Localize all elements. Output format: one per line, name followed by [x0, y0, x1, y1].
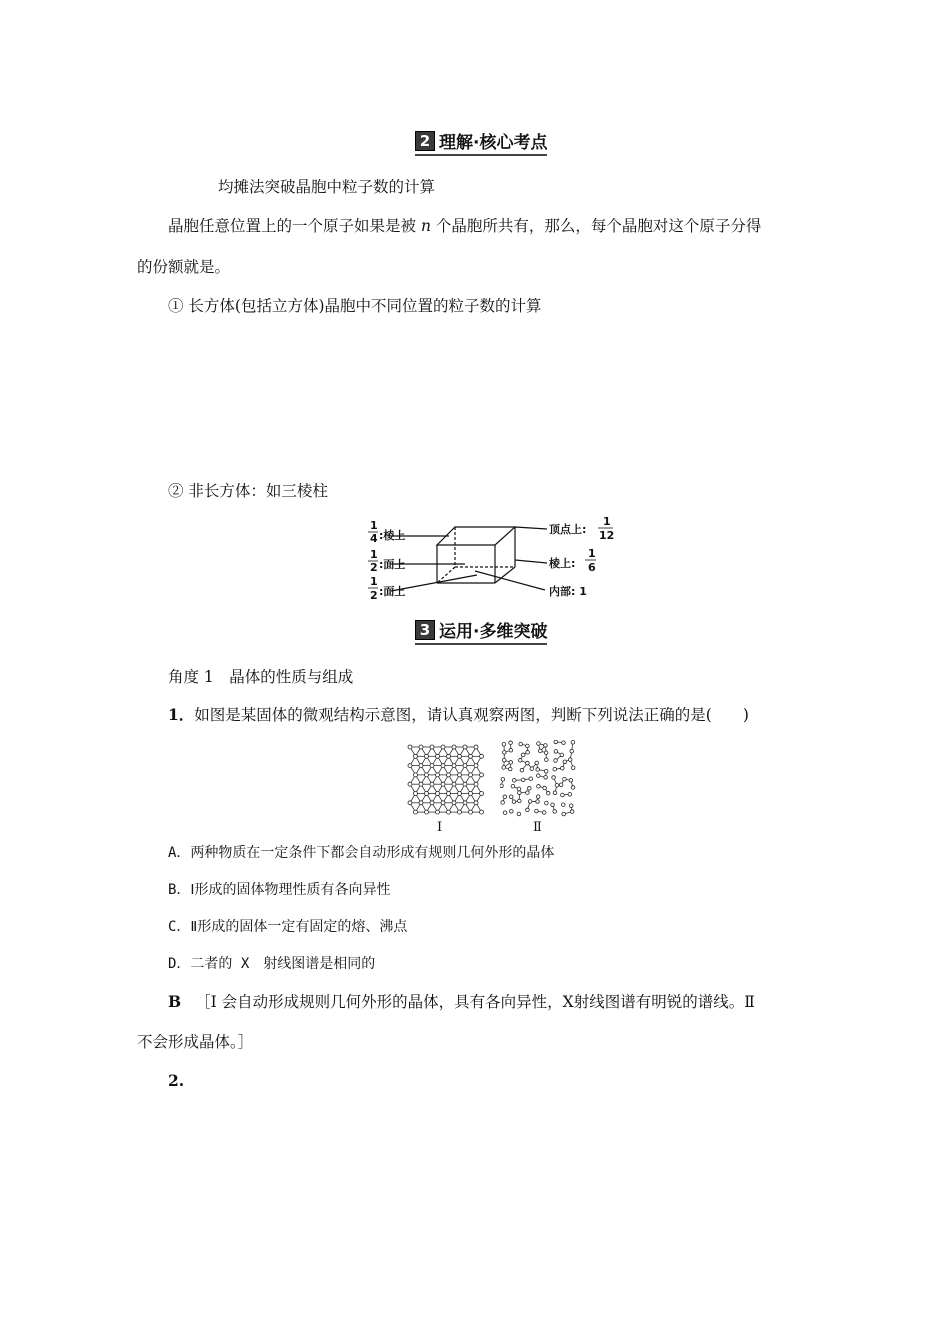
answer-line-1 — [168, 992, 755, 1012]
answer-explanation: ［Ⅰ 会自动形成规则几何外形的晶体，具有各向异性，X射线图谱有明锐的谱线。Ⅱ — [195, 993, 755, 1011]
para-text-before: 晶胞任意位置上的一个原子如果是被 — [168, 217, 421, 235]
list-item-1: ① 长方体(包括立方体)晶胞中不同位置的粒子数的计算 — [168, 297, 542, 315]
question-2: 2. — [168, 1071, 185, 1090]
right-label-1-text: 顶点上: — [549, 523, 587, 536]
topic-title: 均摊法突破晶胞中粒子数的计算 — [218, 178, 436, 196]
option-c: C．Ⅱ形成的固体一定有固定的熔、沸点 — [168, 919, 408, 935]
left-label-1-text: :棱上 — [379, 529, 406, 542]
heading-underline — [415, 154, 547, 156]
question-number: 1． — [168, 705, 195, 724]
para-text-after: 个晶胞所共有，那么，每个晶胞对这个原子分得 — [430, 217, 762, 235]
figure-label-1: Ⅰ — [437, 820, 443, 835]
crystal-structure-figure-1 — [405, 742, 485, 818]
section-number-badge: 2 — [415, 131, 435, 151]
left-label-2-numerator: 1 — [370, 548, 378, 561]
section-number-badge: 3 — [415, 620, 435, 640]
section-heading-3 — [415, 617, 547, 642]
left-label-1-denominator: 4 — [370, 532, 378, 545]
question-stem: 如图是某固体的微观结构示意图，请认真观察两图，判断下列说法正确的是( ) — [194, 706, 749, 724]
left-label-1-numerator: 1 — [370, 519, 378, 532]
left-label-3-denominator: 2 — [370, 589, 378, 602]
answer-letter: B — [168, 992, 182, 1011]
right-label-2-text: 棱上: — [549, 557, 576, 570]
paragraph-line-1 — [168, 216, 761, 236]
right-label-2-denominator: 6 — [588, 561, 596, 574]
left-label-2-text: :面上 — [379, 558, 406, 571]
paragraph-line-2: 的份额就是。 — [137, 258, 231, 276]
right-label-2-numerator: 1 — [588, 547, 596, 560]
section-title: 理解·核心考点 — [439, 133, 548, 153]
figure-label-2: Ⅱ — [533, 820, 542, 835]
option-b: B．Ⅰ形成的固体物理性质有各向异性 — [168, 882, 391, 898]
list-item-2: ② 非长方体：如三棱柱 — [168, 482, 328, 500]
left-label-3-text: :面上 — [379, 585, 406, 598]
answer-line-2: 不会形成晶体。］ — [137, 1033, 254, 1051]
left-label-2-denominator: 2 — [370, 561, 378, 574]
right-label-3-text: 内部: 1 — [549, 585, 587, 598]
para-variable: n — [420, 217, 431, 235]
option-d: D．二者的 X 射线图谱是相同的 — [168, 956, 376, 972]
section-heading-2 — [415, 128, 547, 153]
angle-title: 角度 1 晶体的性质与组成 — [168, 668, 354, 686]
section-title: 运用·多维突破 — [439, 622, 548, 642]
right-label-1-numerator: 1 — [603, 515, 611, 528]
question-1 — [168, 705, 749, 725]
amorphous-structure-figure-2 — [500, 740, 578, 818]
option-a: A．两种物质在一定条件下都会自动形成有规则几何外形的晶体 — [168, 845, 555, 861]
prism-diagram — [365, 515, 620, 607]
right-label-1-denominator: 12 — [599, 529, 615, 542]
left-label-3-numerator: 1 — [370, 575, 378, 588]
heading-underline — [415, 643, 547, 645]
